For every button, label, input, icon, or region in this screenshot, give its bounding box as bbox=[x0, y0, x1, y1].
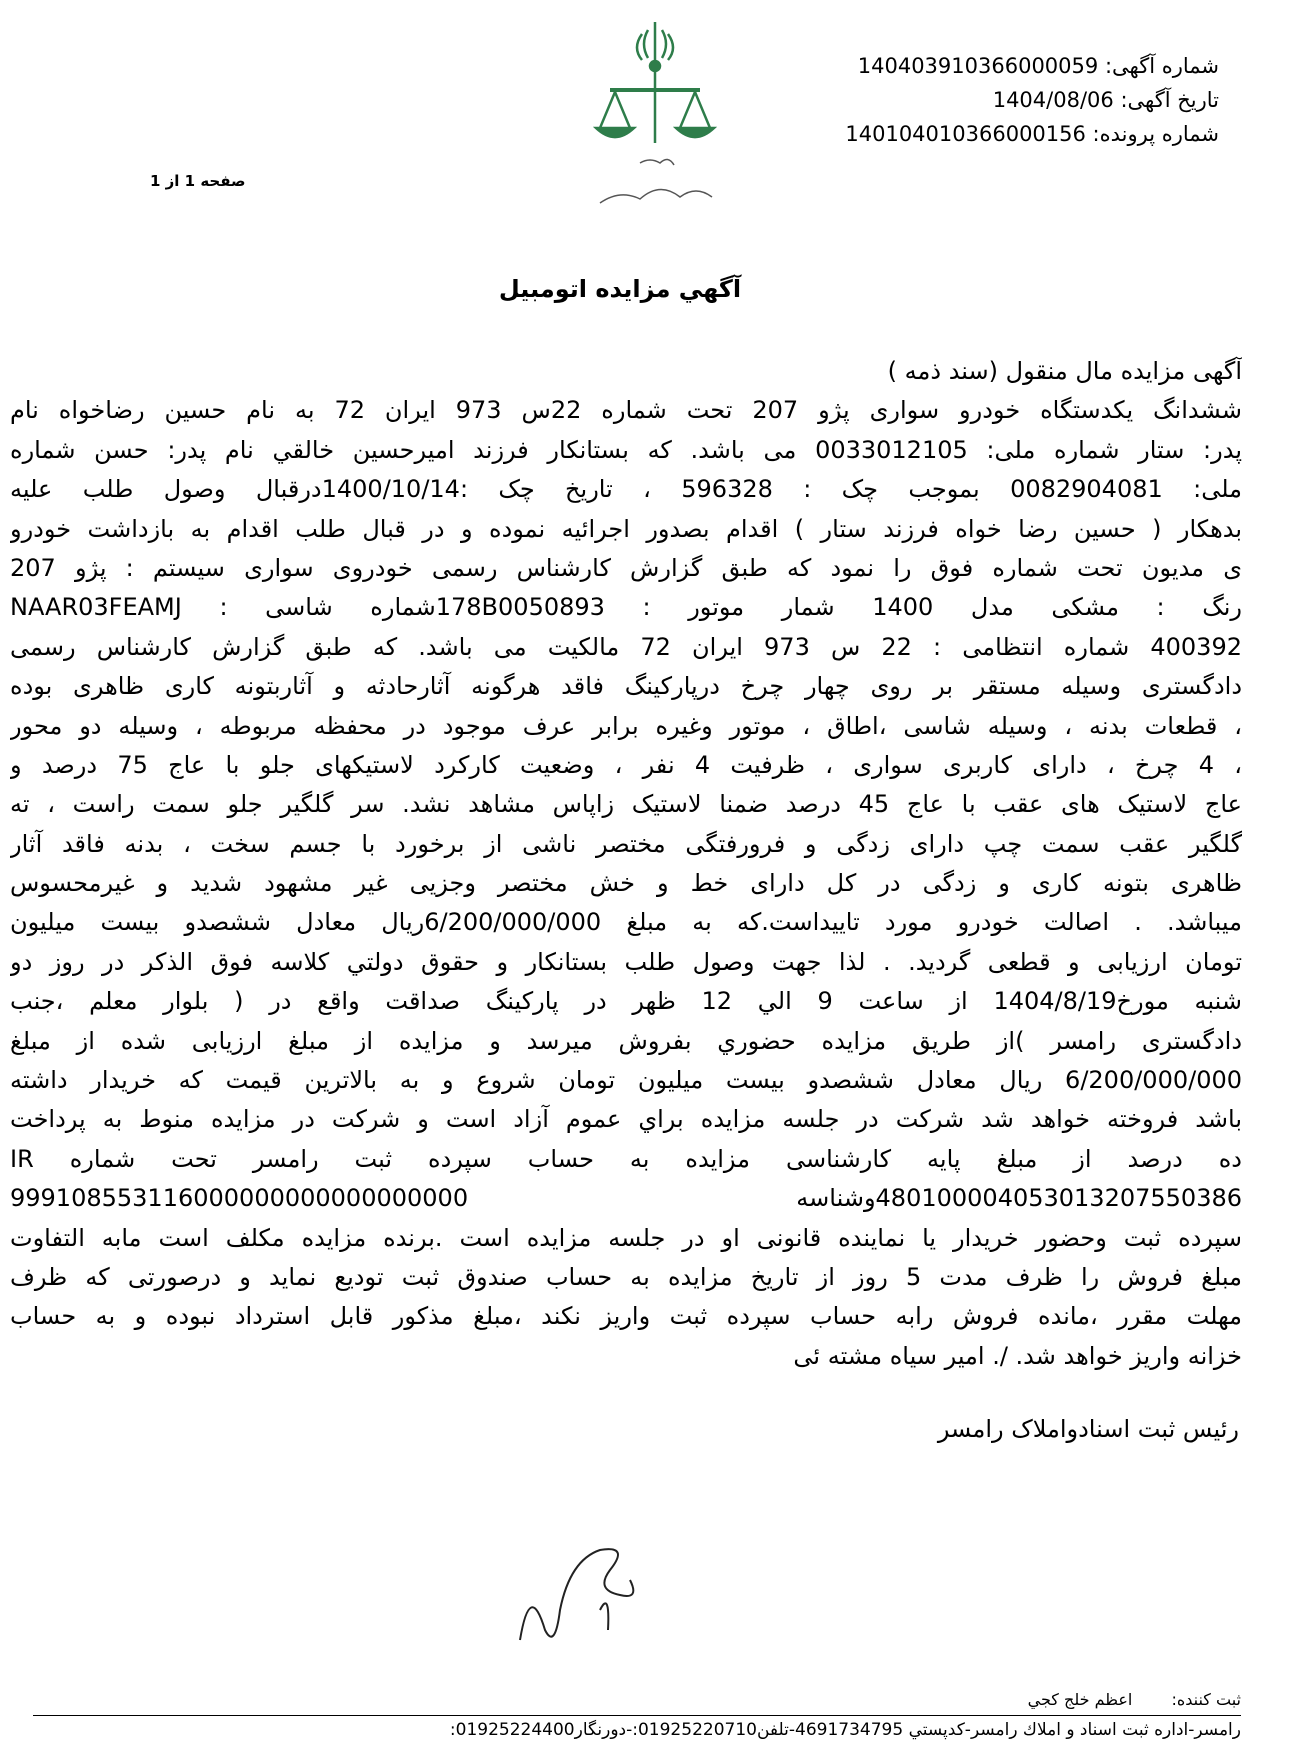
ad-date-value: 1404/08/06 bbox=[992, 88, 1114, 112]
judiciary-logo bbox=[570, 18, 740, 218]
body-line: گلگیر عقب سمت چپ دارای زدگی و فرورفتگی مختصر ناشی از برخورد با جسم سخت ، بدنه فاقد آثار bbox=[10, 829, 1242, 858]
body-line: مبلغ فروش را ظرف مدت 5 روز از تاریخ مزایده به حساب صندوق ثبت تودیع نماید و درصورتی که ظرف bbox=[10, 1262, 1242, 1291]
page-indicator: صفحه 1 از 1 bbox=[150, 172, 246, 190]
body-line: ، 4 چرخ ، دارای کاربری سواری ، ظرفیت 4 نفر ، وضعیت کارکرد لاستیکهای جلو با عاج 75 درصد و bbox=[10, 750, 1242, 779]
file-number-value: 14010401036600015 6 bbox=[845, 122, 1086, 146]
body-line: عاج لاستیک های عقب با عاج 45 درصد ضمنا لاستیک زاپاس مشاهد نشد. سر گلگیر جلو سمت راست ، ته bbox=[10, 790, 1242, 819]
footer-divider bbox=[33, 1715, 1241, 1716]
body-line: تومان ارزیابی و قطعی گردید. . لذا جهت وصول طلب بستانکار و حقوق دولتي کلاسه فوق الذکر در روز دو bbox=[10, 947, 1242, 976]
body-line: خزانه واریز خواهد شد. /. امیر سیاه مشته ئی bbox=[793, 1341, 1242, 1370]
notice-body bbox=[10, 352, 1242, 1376]
registrar-name: اعظم خلج کجي bbox=[1027, 1690, 1133, 1709]
body-line: آگهی مزایده مال منقول (سند ذمه ) bbox=[887, 357, 1242, 385]
body-line: ی مدیون تحت شماره فوق را نمود که طبق گزارش کارشناس رسمی خودروی سواری سیستم : پژو 207 bbox=[10, 553, 1242, 582]
body-line: دادگستری رامسر )از طریق مزایده حضوري بفروش میرسد و مزایده از مبلغ ارزیابی شده از مبلغ bbox=[10, 1026, 1242, 1055]
body-line: دادگستری وسیله مستقر بر روی چهار چرخ درپارکینگ فاقد هرگونه آثارحادثه و آثاربتونه کاری ظاهری بوده bbox=[10, 672, 1242, 701]
body-line: ده درصد از مبلغ پایه کارشناسی مزایده به حساب سپرده ثبت رامسر تحت شماره IR bbox=[10, 1144, 1242, 1173]
body-line: رنگ : مشکی مدل 1400 شمار موتور : 178B0050893شماره شاسی : NAAR03FEAMJ bbox=[10, 593, 1242, 622]
body-line: 6/200/000/000 ریال معادل ششصدو بیست میلیون تومان شروع و به بالاترین قیمت که خریدار داشته bbox=[10, 1066, 1242, 1095]
page-title: آگهي مزايده اتومبيل bbox=[498, 275, 742, 303]
ad-date-label: تاریخ آگهی: bbox=[1120, 88, 1219, 112]
iban-number: 999108553116000000000000000000 bbox=[10, 1184, 469, 1213]
payment-id: 480100004053013207550386وشناسه bbox=[796, 1184, 1242, 1213]
body-line: بدهکار ( حسین رضا خواه فرزند ستار ) اقدام بصدور اجرائیه نموده و در قبال طلب اقدام به بازداشت خودرو bbox=[10, 514, 1242, 543]
body-line: ملی: 0082904081 بموجب چک : 596328 ، تاریخ چک :1400/10/14درقبال وصول طلب علیه bbox=[10, 475, 1242, 504]
ad-number bbox=[858, 54, 1219, 78]
ad-number-label: شماره آگهی: bbox=[1104, 54, 1219, 78]
registrar-label: ثبت کننده: bbox=[1171, 1690, 1241, 1709]
body-line: میباشد. . اصالت خودرو مورد تاییداست.که به مبلغ 6/200/000/000ریال معادل ششصدو بیست میلیون bbox=[10, 908, 1242, 937]
file-number bbox=[845, 122, 1219, 146]
body-line: ششدانگ یکدستگاه خودرو سواری پژو 207 تحت شماره 22س 973 ایران 72 به نام حسین رضاخواه نام bbox=[10, 396, 1242, 425]
ad-number-value: 140403910366000059 bbox=[857, 54, 1099, 78]
body-line: سپرده ثبت وحضور خریدار یا نماینده قانونی او در جلسه مزایده است .برنده مزایده مکلف است مابه التفاوت bbox=[10, 1223, 1242, 1252]
file-number-label: شماره پرونده: bbox=[1092, 122, 1219, 146]
body-line: 400392 شماره انتظامی : 22 س 973 ایران 72 مالکیت می باشد. که طبق گزارش کارشناس رسمی bbox=[10, 632, 1242, 661]
body-line: مهلت مقرر ،مانده فروش رابه حساب سپرده ثبت واریز نکند ،مبلغ مذکور قابل استرداد نبوده و به حساب bbox=[10, 1302, 1242, 1331]
ad-date bbox=[993, 88, 1219, 112]
body-line: باشد فروخته خواهد شد شرکت در جلسه مزایده براي عموم آزاد است و شرکت در مزایده منوط به پرداخت bbox=[10, 1105, 1242, 1134]
signature bbox=[500, 1520, 660, 1650]
body-line: شنبه مورخ1404/8/19 از ساعت 9 الي 12 ظهر در پارکینگ صداقت واقع در ( بلوار معلم ،جنب bbox=[10, 987, 1242, 1016]
body-line: پدر: ستار شماره ملی: 0033012105 می باشد. که بستانکار فرزند امیرحسین خالقي نام پدر: حسن شماره bbox=[10, 435, 1242, 464]
iban-line bbox=[10, 1179, 1242, 1218]
body-line: ، قطعات بدنه ، وسیله شاسی ،اطاق ، موتور وغیره برابر عرف موجود در محفظه مربوطه ، وسیله دو محور bbox=[10, 711, 1242, 740]
registrar bbox=[1028, 1690, 1241, 1709]
body-line: ظاهری بتونه کاری و زدگی در کل دارای خط و خش مختصر وجزیی غیر مشهود شدید و غیرمحسوس bbox=[10, 869, 1242, 898]
signatory-title: رئیس ثبت اسنادواملاک رامسر bbox=[937, 1415, 1239, 1443]
footer-contact: رامسر-اداره ثبت اسناد و املاك رامسر-كدپستي 4691734795-تلفن01925220710:-دورنگار01925224400: bbox=[449, 1720, 1241, 1740]
